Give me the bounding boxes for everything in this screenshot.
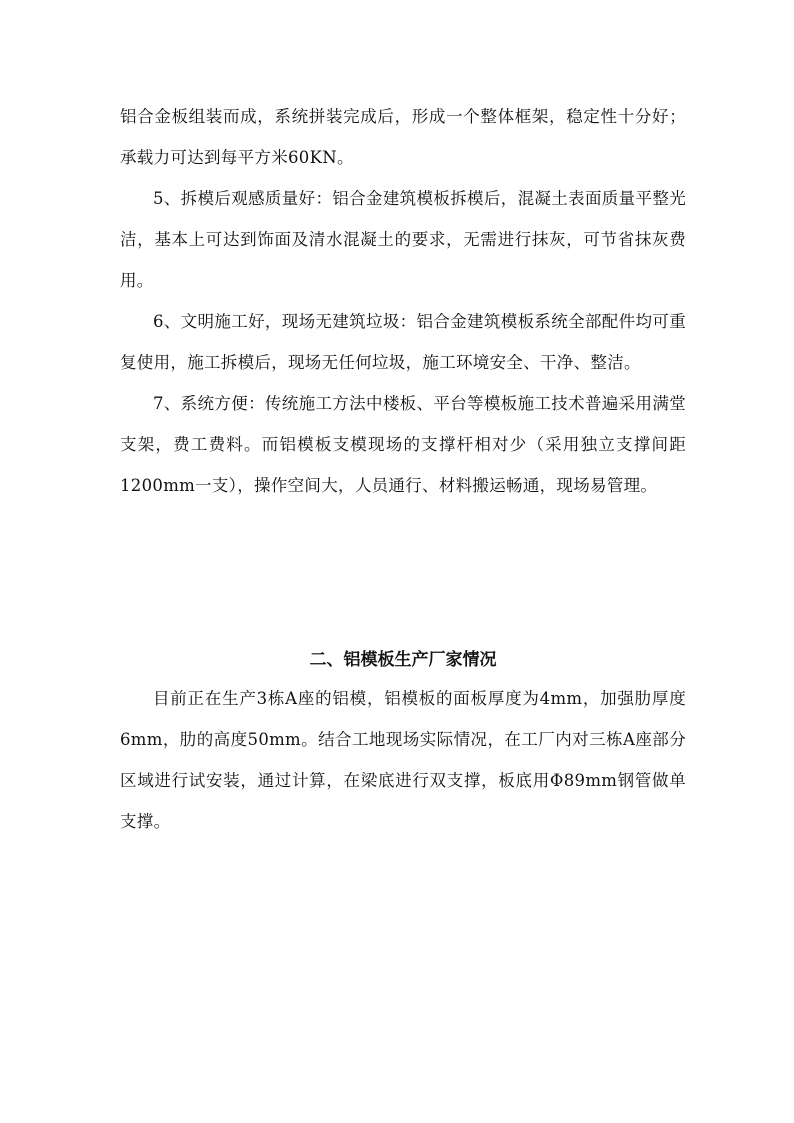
- paragraph-manufacturer: 目前正在生产3栋A座的铝模，铝模板的面板厚度为4mm，加强肋厚度6mm，肋的高度50mm。结合工地现场实际情况，在工厂内对三栋A座部分区域进行试安装，通过计算，在梁底进行双支撑，板底用Φ89mm钢管做单支撑。: [120, 689, 686, 831]
- paragraph-item-7: 7、系统方便：传统施工方法中楼板、平台等模板施工技术普遍采用满堂支架，费工费料。而铝模板支模现场的支撑杆相对少（采用独立支撑间距1200mm一支），操作空间大，人员通行、材料搬运畅通，现场易管理。: [120, 394, 686, 495]
- paragraph-item-5: 5、拆模后观感质量好：铝合金建筑模板拆模后，混凝土表面质量平整光洁，基本上可达到饰面及清水混凝土的要求，无需进行抹灰，可节省抹灰费用。: [120, 189, 686, 290]
- body-text-top: [120, 96, 686, 506]
- paragraph-continuation: 铝合金板组装而成，系统拼装完成后，形成一个整体框架，稳定性十分好；承载力可达到每平方米60KN。: [120, 107, 686, 167]
- paragraph-item-6: 6、文明施工好，现场无建筑垃圾：铝合金建筑模板系统全部配件均可重复使用，施工拆模后，现场无任何垃圾，施工环境安全、干净、整洁。: [120, 312, 686, 372]
- body-text-bottom: [120, 678, 686, 842]
- section-heading: 二、铝模板生产厂家情况: [309, 650, 497, 670]
